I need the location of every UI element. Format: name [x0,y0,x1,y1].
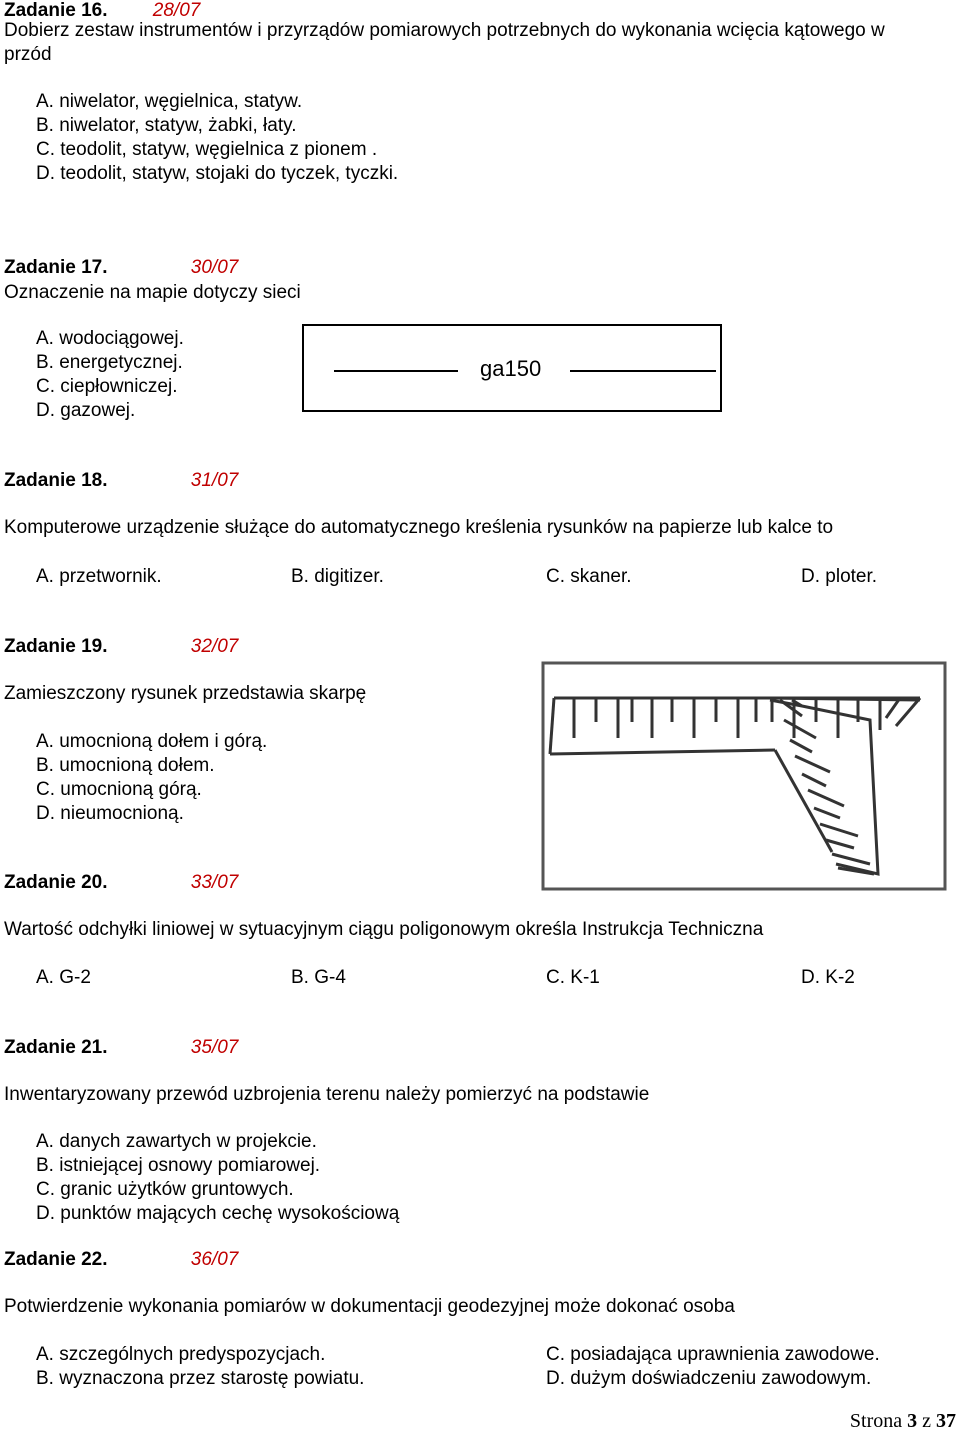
z17-code: 30/07 [190,257,239,278]
option-letter: A. [36,1131,54,1152]
option-text: umocnioną dołem. [59,755,215,776]
z20-heading [4,872,238,894]
option-text: wyznaczona przez starostę powiatu. [59,1368,365,1389]
z18-option-c [546,566,632,588]
option-letter: B. [291,967,309,988]
z21-option-c [36,1179,294,1201]
option-text: wodociągowej. [59,328,184,349]
option-letter: C. [546,1344,565,1365]
z22-title: Zadanie 22. [4,1249,108,1270]
z22-question: Potwierdzenie wykonania pomiarów w dokumentacji geodezyjnej może dokonać osoba [4,1296,735,1317]
z18-option-d [801,566,877,588]
z17-heading [4,257,238,279]
z22-code: 36/07 [190,1249,239,1270]
z16-option-d [36,163,398,185]
option-text: dużym doświadczeniu zawodowym. [570,1368,872,1389]
embankment-right-edge [770,700,878,874]
option-letter: D. [36,1203,55,1224]
z21-option-a [36,1131,317,1153]
option-text: gazowej. [60,400,136,421]
option-text: posiadająca uprawnienia zawodowe. [570,1344,880,1365]
page-separator: z [922,1410,931,1432]
option-text: K-1 [570,967,600,988]
option-letter: B. [36,1368,54,1389]
hachure-ticks-top-right [772,698,920,738]
option-letter: D. [36,163,55,184]
z16-option-b [36,115,296,137]
z17-option-d [36,400,135,422]
embankment-left-end [550,698,554,754]
embankment-drawing [540,660,950,892]
z19-heading [4,636,238,658]
z17-question: Oznaczenie na mapie dotyczy sieci [4,282,301,303]
z21-title: Zadanie 21. [4,1037,108,1058]
option-letter: D. [801,967,820,988]
option-letter: C. [36,376,55,397]
z19-option-d [36,803,184,825]
z16-question-line2: przód [4,44,52,65]
z21-question: Inwentaryzowany przewód uzbrojenia terenu należy pomierzyć na podstawie [4,1084,650,1105]
option-text: punktów mających cechę wysokościową [60,1203,400,1224]
option-letter: D. [801,566,820,587]
option-text: granic użytków gruntowych. [60,1179,294,1200]
z22-option-b [36,1368,364,1390]
z21-code: 35/07 [190,1037,239,1058]
option-text: teodolit, statyw, stojaki do tyczek, tyczki. [60,163,399,184]
z20-code: 33/07 [190,872,239,893]
z20-option-c [546,967,600,989]
option-letter: B. [291,566,309,587]
option-text: niwelator, węgielnica, statyw. [59,91,303,112]
option-text: ploter. [825,566,878,587]
z19-code: 32/07 [190,636,239,657]
z18-heading [4,470,238,492]
option-letter: C. [546,967,565,988]
option-letter: B. [36,1155,54,1176]
z17-option-a [36,328,184,350]
z20-title: Zadanie 20. [4,872,108,893]
embankment-diagonal-outer [775,750,832,852]
z19-option-b [36,755,215,777]
option-text: nieumocnioną. [60,803,184,824]
z18-code: 31/07 [190,470,239,491]
option-text: skaner. [570,566,632,587]
current-page: 3 [907,1410,918,1432]
option-text: danych zawartych w projekcie. [59,1131,317,1152]
z21-heading [4,1037,238,1059]
z17-option-c [36,376,178,398]
z18-title: Zadanie 18. [4,470,108,491]
option-letter: C. [36,139,55,160]
z20-option-d [801,967,855,989]
option-letter: B. [36,755,54,776]
z20-option-b [291,967,346,989]
z20-option-a [36,967,91,989]
option-text: G-2 [59,967,91,988]
z19-title: Zadanie 19. [4,636,108,657]
option-letter: A. [36,328,54,349]
z17-title: Zadanie 17. [4,257,108,278]
option-text: przetwornik. [59,566,162,587]
option-letter: D. [36,803,55,824]
total-pages: 37 [936,1410,956,1432]
z16-option-a [36,91,302,113]
option-letter: D. [546,1368,565,1389]
option-text: ciepłowniczej. [60,376,178,397]
z18-option-b [291,566,384,588]
z16-option-c [36,139,377,161]
symbol-line-left [334,370,458,372]
z16-code: 28/07 [152,0,201,21]
z22-heading [4,1249,238,1271]
z19-question: Zamieszczony rysunek przedstawia skarpę [4,683,367,704]
z16-title: Zadanie 16. [4,0,108,21]
option-letter: C. [546,566,565,587]
z18-option-a [36,566,162,588]
option-text: umocnioną dołem i górą. [59,731,268,752]
symbol-line-right [570,370,716,372]
option-letter: C. [36,779,55,800]
page-prefix: Strona [849,1410,903,1432]
option-text: energetycznej. [59,352,183,373]
z21-option-d [36,1203,399,1225]
option-letter: C. [36,1179,55,1200]
option-letter: A. [36,967,54,988]
option-letter: A. [36,91,54,112]
z16-heading [4,0,200,22]
option-text: digitizer. [314,566,384,587]
z22-option-d [546,1368,871,1390]
z21-option-b [36,1155,320,1177]
option-text: teodolit, statyw, węgielnica z pionem . [60,139,378,160]
option-letter: B. [36,352,54,373]
z20-question: Wartość odchyłki liniowej w sytuacyjnym ciągu poligonowym określa Instrukcja Techniczna [4,919,764,940]
option-letter: B. [36,115,54,136]
option-letter: A. [36,731,54,752]
z19-option-a [36,731,267,753]
option-text: G-4 [314,967,346,988]
z16-question-line1: Dobierz zestaw instrumentów i przyrządów pomiarowych potrzebnych do wykonania wcięcia kątowego w [4,20,885,41]
z22-option-a [36,1344,325,1366]
option-letter: A. [36,1344,54,1365]
option-text: niwelator, statyw, żabki, łaty. [59,115,297,136]
embankment-toe-edge [550,750,775,754]
option-text: K-2 [825,967,855,988]
option-letter: D. [36,400,55,421]
option-text: szczególnych predyspozycjach. [59,1344,326,1365]
hachure-ticks-top [574,698,756,738]
option-letter: A. [36,566,54,587]
option-text: istniejącej osnowy pomiarowej. [59,1155,321,1176]
page-number [850,1410,956,1432]
z17-option-b [36,352,183,374]
z18-question: Komputerowe urządzenie służące do automatycznego kreślenia rysunków na papierze lub kalce to [4,517,834,538]
z19-option-c [36,779,202,801]
option-text: umocnioną górą. [60,779,202,800]
z22-option-c [546,1344,880,1366]
symbol-label: ga150 [480,356,542,381]
map-symbol-box [302,324,722,412]
